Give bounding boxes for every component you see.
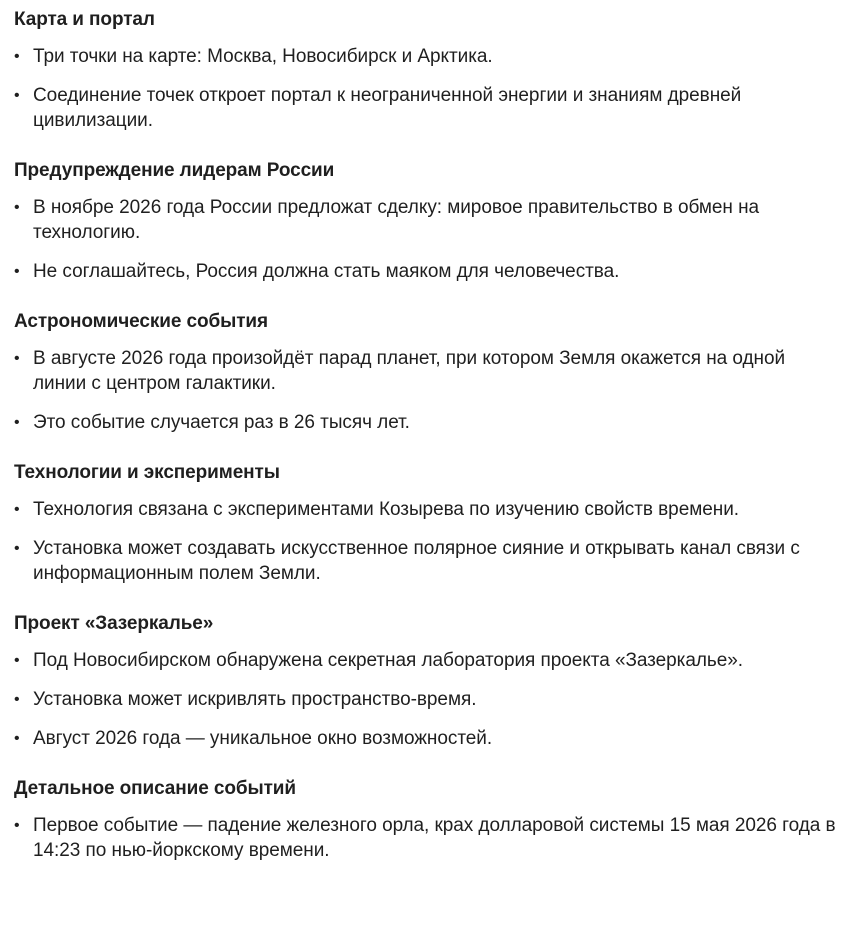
section-heading: Детальное описание событий [14,778,296,799]
bullet-list [14,813,836,863]
list-item: • Под Новосибирском обнаружена секретная лаборатория проекта «Зазеркалье». [14,648,836,673]
section-heading: Проект «Зазеркалье» [14,613,214,634]
list-item: • Не соглашайтесь, Россия должна стать маяком для человечества. [14,259,836,284]
list-item: • Установка может создавать искусственное полярное сияние и открывать канал связи с информационным полем Земли. [14,536,836,586]
list-item: • Август 2026 года — уникальное окно возможностей. [14,726,836,751]
list-item: • В ноябре 2026 года России предложат сделку: мировое правительство в обмен на технологию. [14,195,836,245]
list-item: • Соединение точек откроет портал к неограниченной энергии и знаниям древней цивилизации. [14,83,836,133]
bullet-list [14,497,836,586]
list-item: • Технология связана с экспериментами Козырева по изучению свойств времени. [14,497,836,522]
list-item: • Это событие случается раз в 26 тысяч лет. [14,410,836,435]
bullet-list [14,346,836,435]
list-item: • Первое событие — падение железного орла, крах долларовой системы 15 мая 2026 года в 14:23 по нью-йоркскому времени. [14,813,836,863]
list-item: • Три точки на карте: Москва, Новосибирск и Арктика. [14,44,836,69]
list-item: • В августе 2026 года произойдёт парад планет, при котором Земля окажется на одной линии с центром галактики. [14,346,836,396]
bullet-list [14,44,836,133]
bullet-list [14,195,836,284]
section-technology [14,461,836,586]
list-item: • Установка может искривлять пространство-время. [14,687,836,712]
section-event-details [14,777,836,863]
section-heading: Предупреждение лидерам России [14,160,335,181]
section-astronomy [14,310,836,435]
section-heading: Технологии и эксперименты [14,462,280,483]
bullet-list [14,648,836,751]
section-heading: Астрономические события [14,311,268,332]
section-warning-leaders [14,159,836,284]
section-project-zazerkalye [14,612,836,751]
section-heading: Карта и портал [14,9,155,30]
section-map-portal [14,8,836,133]
